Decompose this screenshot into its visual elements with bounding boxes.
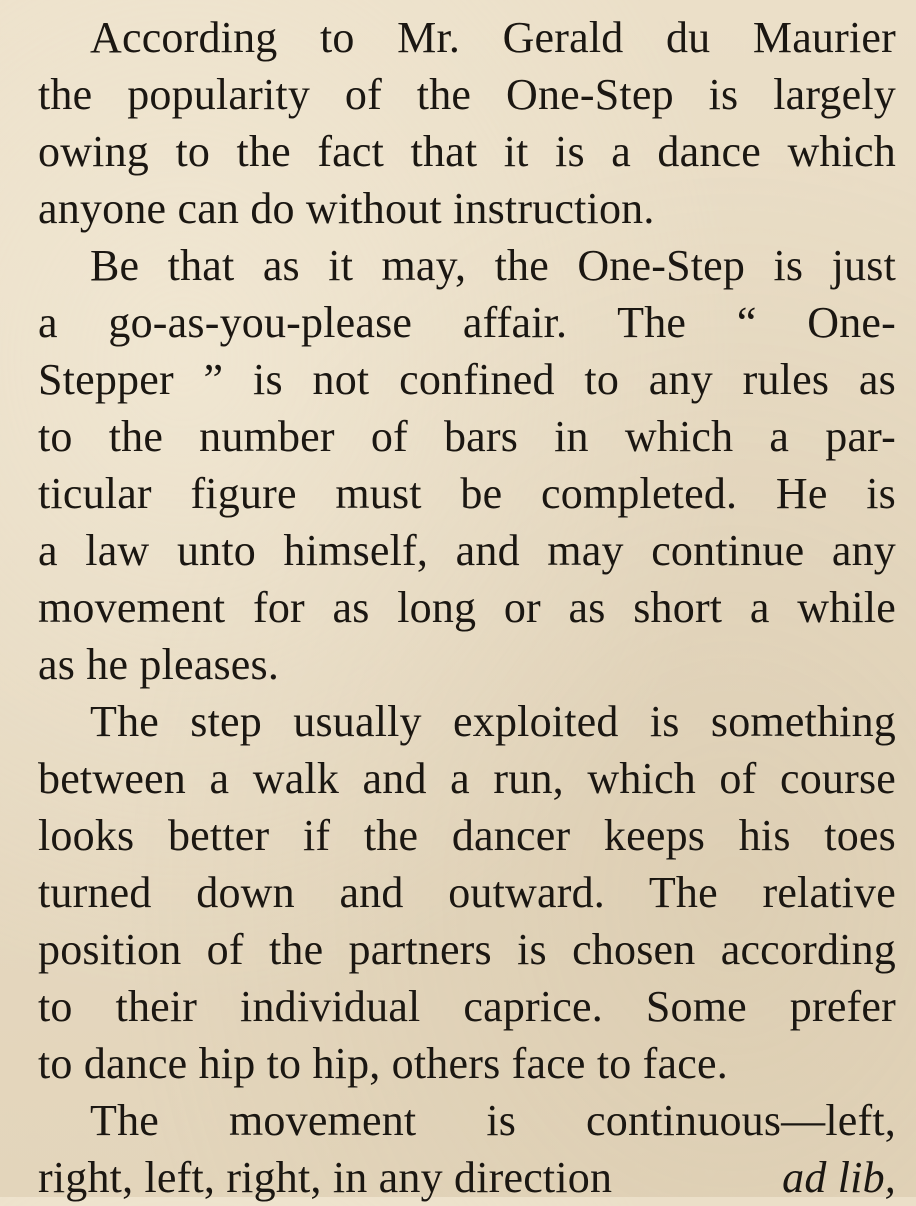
ad-lib-text: ad lib, xyxy=(782,1153,896,1202)
italic-text xyxy=(750,1150,896,1206)
text-line: anyone can do without instruction. xyxy=(38,184,655,233)
text-line: between a walk and a run, which of course xyxy=(38,754,896,803)
text-line: Be that as it may, the One-Step is just xyxy=(90,241,896,290)
text-line: owing to the fact that it is a dance which xyxy=(38,127,896,176)
text-line: right, left, right, in any direction xyxy=(38,1153,613,1202)
text-line: ticular figure must be completed. He is xyxy=(38,469,896,518)
text-line: to their individual caprice. Some prefer xyxy=(38,982,896,1031)
text-line: as he pleases. xyxy=(38,640,280,689)
text-line: to the number of bars in which a par- xyxy=(38,412,896,461)
text-line: movement for as long or as short a while xyxy=(38,583,896,632)
text-line: The movement is continuous—left, xyxy=(90,1096,896,1145)
text-line: Stepper ” is not confined to any rules as xyxy=(38,355,896,404)
text-line: to dance hip to hip, others face to face. xyxy=(38,1039,728,1088)
text-line: turned down and outward. The relative xyxy=(38,868,896,917)
text-line: the popularity of the One-Step is largely xyxy=(38,70,896,119)
text-line: a go-as-you-please affair. The “ One- xyxy=(38,298,896,347)
book-page xyxy=(38,6,896,1202)
text-line: looks better if the dancer keeps his toes xyxy=(38,811,896,860)
text-line: a law unto himself, and may continue any xyxy=(38,526,896,575)
text-line: According to Mr. Gerald du Maurier xyxy=(90,13,896,62)
text-line: position of the partners is chosen according xyxy=(38,925,896,974)
text-line: The step usually exploited is something xyxy=(90,697,896,746)
